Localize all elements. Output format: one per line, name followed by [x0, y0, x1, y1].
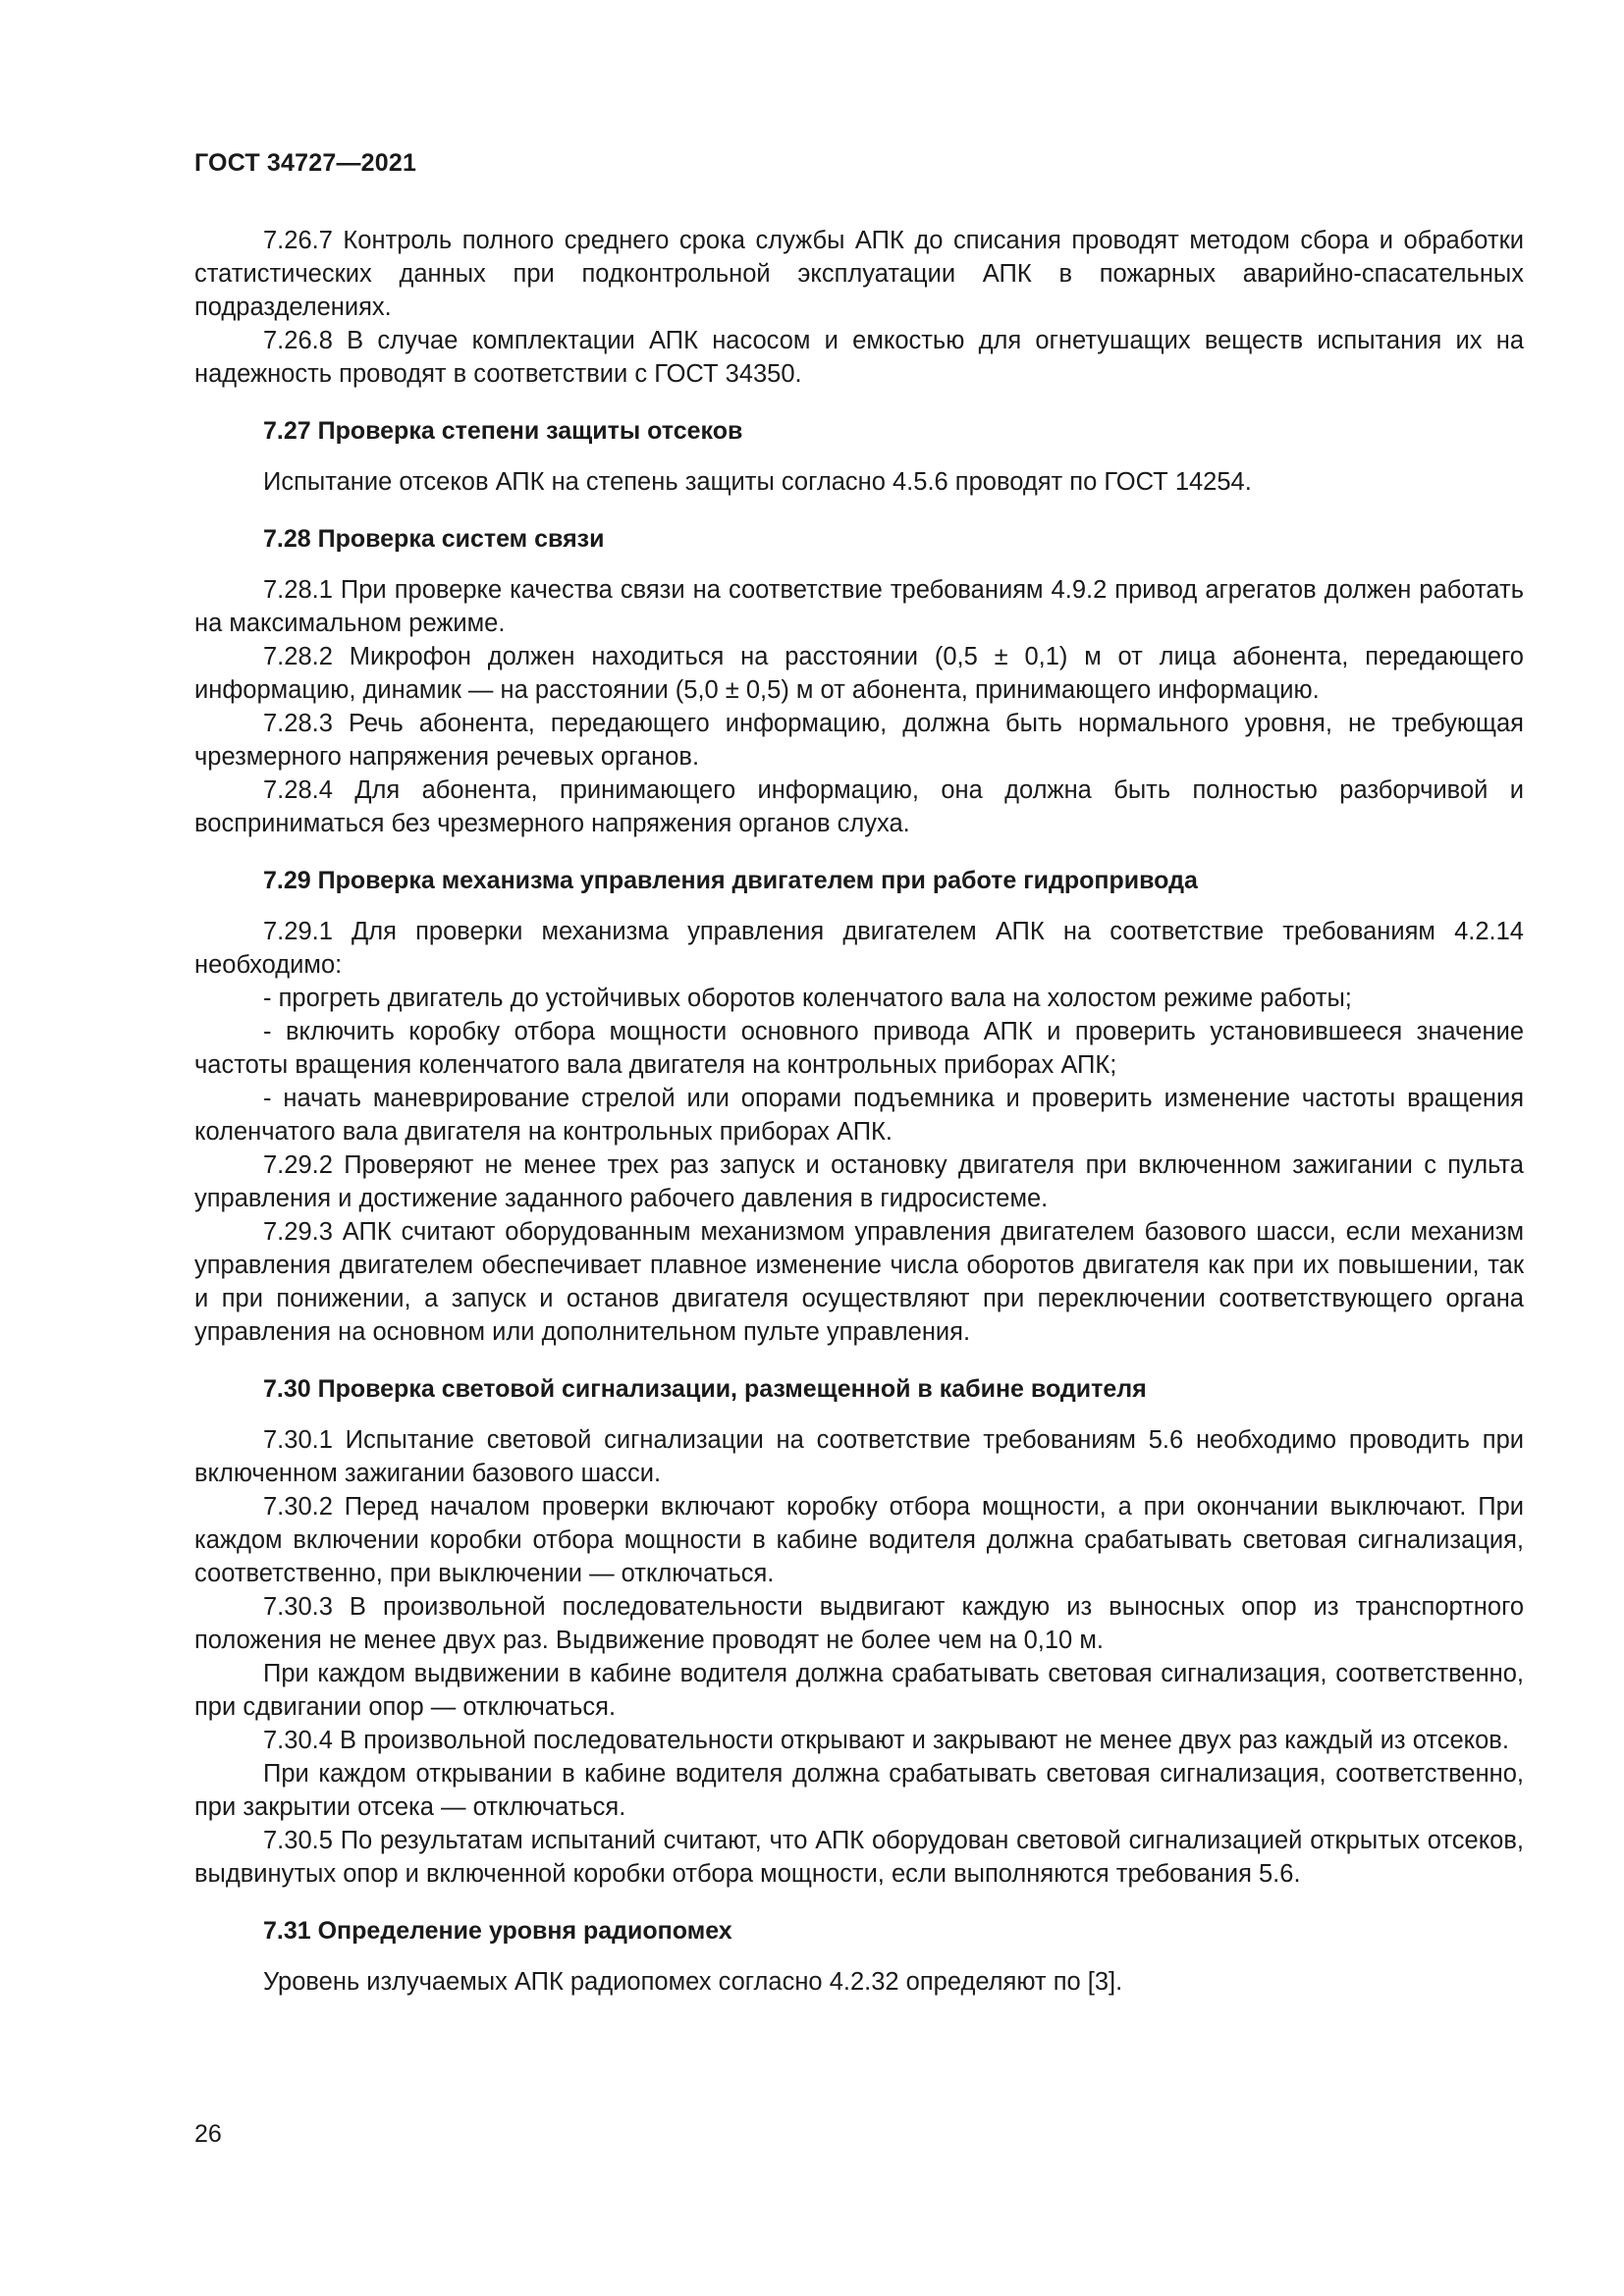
heading-7-30: 7.30 Проверка световой сигнализации, размещенной в кабине водителя	[263, 1375, 1147, 1403]
paragraph-7-30-4-continued: При каждом открывании в кабине водителя должна срабатывать световая сигнализация, соответственно, при закрытии отсека — отключаться.	[194, 1760, 1524, 1821]
page-number: 26	[194, 2120, 222, 2148]
paragraph-7-26-8: 7.26.8 В случае комплектации АПК насосом и емкостью для огнетушащих веществ испытания их на надежность проводят в соответствии с ГОСТ 34350.	[194, 327, 1524, 388]
document-code-header: ГОСТ 34727—2021	[194, 149, 417, 177]
paragraph-7-30-4: 7.30.4 В произвольной последовательности открывают и закрывают не менее двух раз каждый из отсеков.	[263, 1727, 1509, 1754]
paragraph-7-30-2: 7.30.2 Перед началом проверки включают коробку отбора мощности, а при окончании выключают. При каждом включении коробки отбора мощности в кабине водителя должна срабатывать световая сигнализация, соответственно, при выключении — отключаться.	[194, 1493, 1524, 1587]
paragraph-7-28-2: 7.28.2 Микрофон должен находиться на расстоянии (0,5 ± 0,1) м от лица абонента, передающего информацию, динамик — на расстоянии (5,0 ± 0,5) м от абонента, принимающего информацию.	[194, 643, 1524, 704]
paragraph-7-30-3: 7.30.3 В произвольной последовательности выдвигают каждую из выносных опор из транспортного положения не менее двух раз. Выдвижение проводят не более чем на 0,10 м.	[194, 1593, 1524, 1654]
paragraph-7-28-4: 7.28.4 Для абонента, принимающего информацию, она должна быть полностью разборчивой и восприниматься без чрезмерного напряжения органов слуха.	[194, 776, 1524, 837]
paragraph-7-26-7: 7.26.7 Контроль полного среднего срока службы АПК до списания проводят методом сбора и обработки статистических данных при подконтрольной эксплуатации АПК в пожарных аварийно-спасательных подразделениях.	[194, 227, 1524, 321]
paragraph-7-31: Уровень излучаемых АПК радиопомех согласно 4.2.32 определяют по [3].	[263, 1968, 1123, 1996]
list-item-7-29-1-a: - прогреть двигатель до устойчивых оборотов коленчатого вала на холостом режиме работы;	[263, 985, 1352, 1012]
list-item-7-29-1-c: - начать маневрирование стрелой или опорами подъемника и проверить изменение частоты вращения коленчатого вала двигателя на контрольных приборах АПК.	[194, 1085, 1524, 1146]
heading-7-29: 7.29 Проверка механизма управления двигателем при работе гидропривода	[263, 867, 1198, 894]
paragraph-7-29-3: 7.29.3 АПК считают оборудованным механизмом управления двигателем базового шасси, если механизм управления двигателем обеспечивает плавное изменение числа оборотов двигателя как при их повышении, так и при понижении, а запуск и останов двигателя осуществляют при переключении соответствующего органа управления на основном или дополнительном пульте управления.	[194, 1218, 1524, 1346]
paragraph-7-28-3: 7.28.3 Речь абонента, передающего информацию, должна быть нормального уровня, не требующая чрезмерного напряжения речевых органов.	[194, 710, 1524, 771]
heading-7-31: 7.31 Определение уровня радиопомех	[263, 1917, 732, 1945]
paragraph-7-30-1: 7.30.1 Испытание световой сигнализации на соответствие требованиям 5.6 необходимо проводить при включенном зажигании базового шасси.	[194, 1426, 1524, 1487]
paragraph-7-27: Испытание отсеков АПК на степень защиты согласно 4.5.6 проводят по ГОСТ 14254.	[263, 468, 1252, 496]
heading-7-27: 7.27 Проверка степени защиты отсеков	[263, 417, 743, 445]
list-item-7-29-1-b: - включить коробку отбора мощности основного привода АПК и проверить установившееся значение частоты вращения коленчатого вала двигателя на контрольных приборах АПК;	[194, 1018, 1524, 1079]
paragraph-7-30-3-continued: При каждом выдвижении в кабине водителя должна срабатывать световая сигнализация, соответственно, при сдвигании опор — отключаться.	[194, 1660, 1524, 1721]
paragraph-7-29-1: 7.29.1 Для проверки механизма управления двигателем АПК на соответствие требованиям 4.2.14 необходимо:	[194, 918, 1524, 979]
paragraph-7-30-5: 7.30.5 По результатам испытаний считают, что АПК оборудован световой сигнализацией открытых отсеков, выдвинутых опор и включенной коробки отбора мощности, если выполняются требования 5.6.	[194, 1827, 1524, 1888]
document-body	[194, 224, 1524, 1999]
heading-7-28: 7.28 Проверка систем связи	[263, 525, 605, 553]
paragraph-7-29-2: 7.29.2 Проверяют не менее трех раз запуск и остановку двигателя при включенном зажигании с пульта управления и достижение заданного рабочего давления в гидросистеме.	[194, 1151, 1524, 1212]
paragraph-7-28-1: 7.28.1 При проверке качества связи на соответствие требованиям 4.9.2 привод агрегатов должен работать на максимальном режиме.	[194, 576, 1524, 637]
